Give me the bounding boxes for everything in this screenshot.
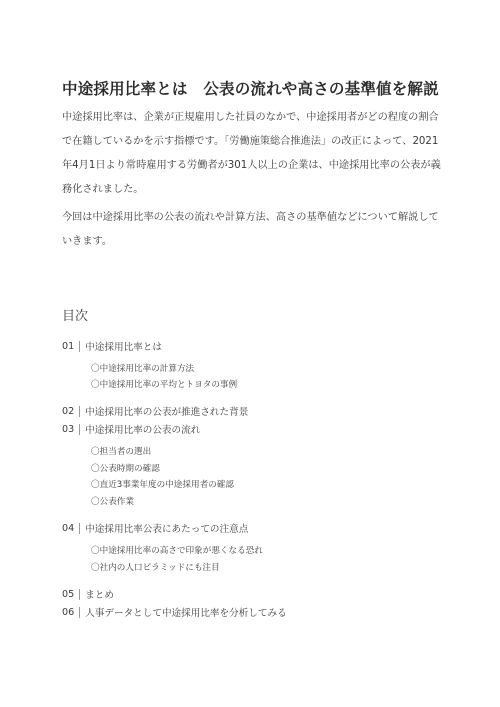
toc-item-label: 人事データとして中途採用比率を分析してみる xyxy=(85,608,287,619)
toc-divider xyxy=(79,589,80,600)
toc-item-label: 中途採用比率の公表が推進された背景 xyxy=(85,407,249,418)
toc-subitem[interactable]: 〇公表時期の確認 xyxy=(91,464,160,474)
toc-item-02[interactable] xyxy=(62,404,248,418)
toc-subitem[interactable]: 〇公表作業 xyxy=(91,497,134,507)
intro-paragraph: 中途採用比率は、企業が正規雇用した社員のなかで、中途採用者がどの程度の割合で在籍しているかを示す指標です。「労働施策総合推進法」の改正によって、2021年4月1日より常時雇用する労働者が301人以上の企業は、中途採用比率の公表が義務化されました。 xyxy=(62,112,441,195)
toc-item-label: 中途採用比率とは xyxy=(85,342,162,353)
toc-heading: 目次 xyxy=(62,309,89,324)
toc-item-number: 01 xyxy=(62,340,75,352)
toc-subitem[interactable]: 〇中途採用比率の平均とトヨタの事例 xyxy=(91,380,238,390)
toc-item-number: 05 xyxy=(62,588,75,600)
toc-item-05[interactable] xyxy=(62,587,114,601)
toc-subitem[interactable]: 〇担当者の選出 xyxy=(91,447,152,457)
toc-item-number: 03 xyxy=(62,423,75,435)
toc-divider xyxy=(79,607,80,618)
toc-item-04[interactable] xyxy=(62,521,248,535)
toc-subitem[interactable]: 〇中途採用比率の計算方法 xyxy=(91,364,195,374)
article-title: 中途採用比率とは 公表の流れや高さの基準値を解説 xyxy=(62,80,439,98)
toc-divider xyxy=(79,523,80,534)
toc-subitem[interactable]: 〇直近3事業年度の中途採用者の確認 xyxy=(91,480,234,490)
toc-subitem[interactable]: 〇社内の人口ピラミッドにも注目 xyxy=(91,563,220,573)
toc-item-03[interactable] xyxy=(62,422,200,436)
toc-divider xyxy=(79,424,80,435)
toc-item-label: まとめ xyxy=(85,590,114,601)
summary-paragraph: 今回は中途採用比率の公表の流れや計算方法、高さの基準値などについて解説していきます。 xyxy=(62,212,439,247)
toc-item-number: 06 xyxy=(62,606,75,618)
toc-item-number: 04 xyxy=(62,522,75,534)
toc-item-label: 中途採用比率公表にあたっての注意点 xyxy=(85,524,249,535)
toc-item-number: 02 xyxy=(62,405,75,417)
toc-item-label: 中途採用比率の公表の流れ xyxy=(85,425,201,436)
toc-divider xyxy=(79,406,80,417)
toc-divider xyxy=(79,341,80,352)
toc-subitem[interactable]: 〇中途採用比率の高さで印象が悪くなる恐れ xyxy=(91,546,263,556)
toc-item-06[interactable] xyxy=(62,605,287,619)
toc-item-01[interactable] xyxy=(62,339,162,353)
